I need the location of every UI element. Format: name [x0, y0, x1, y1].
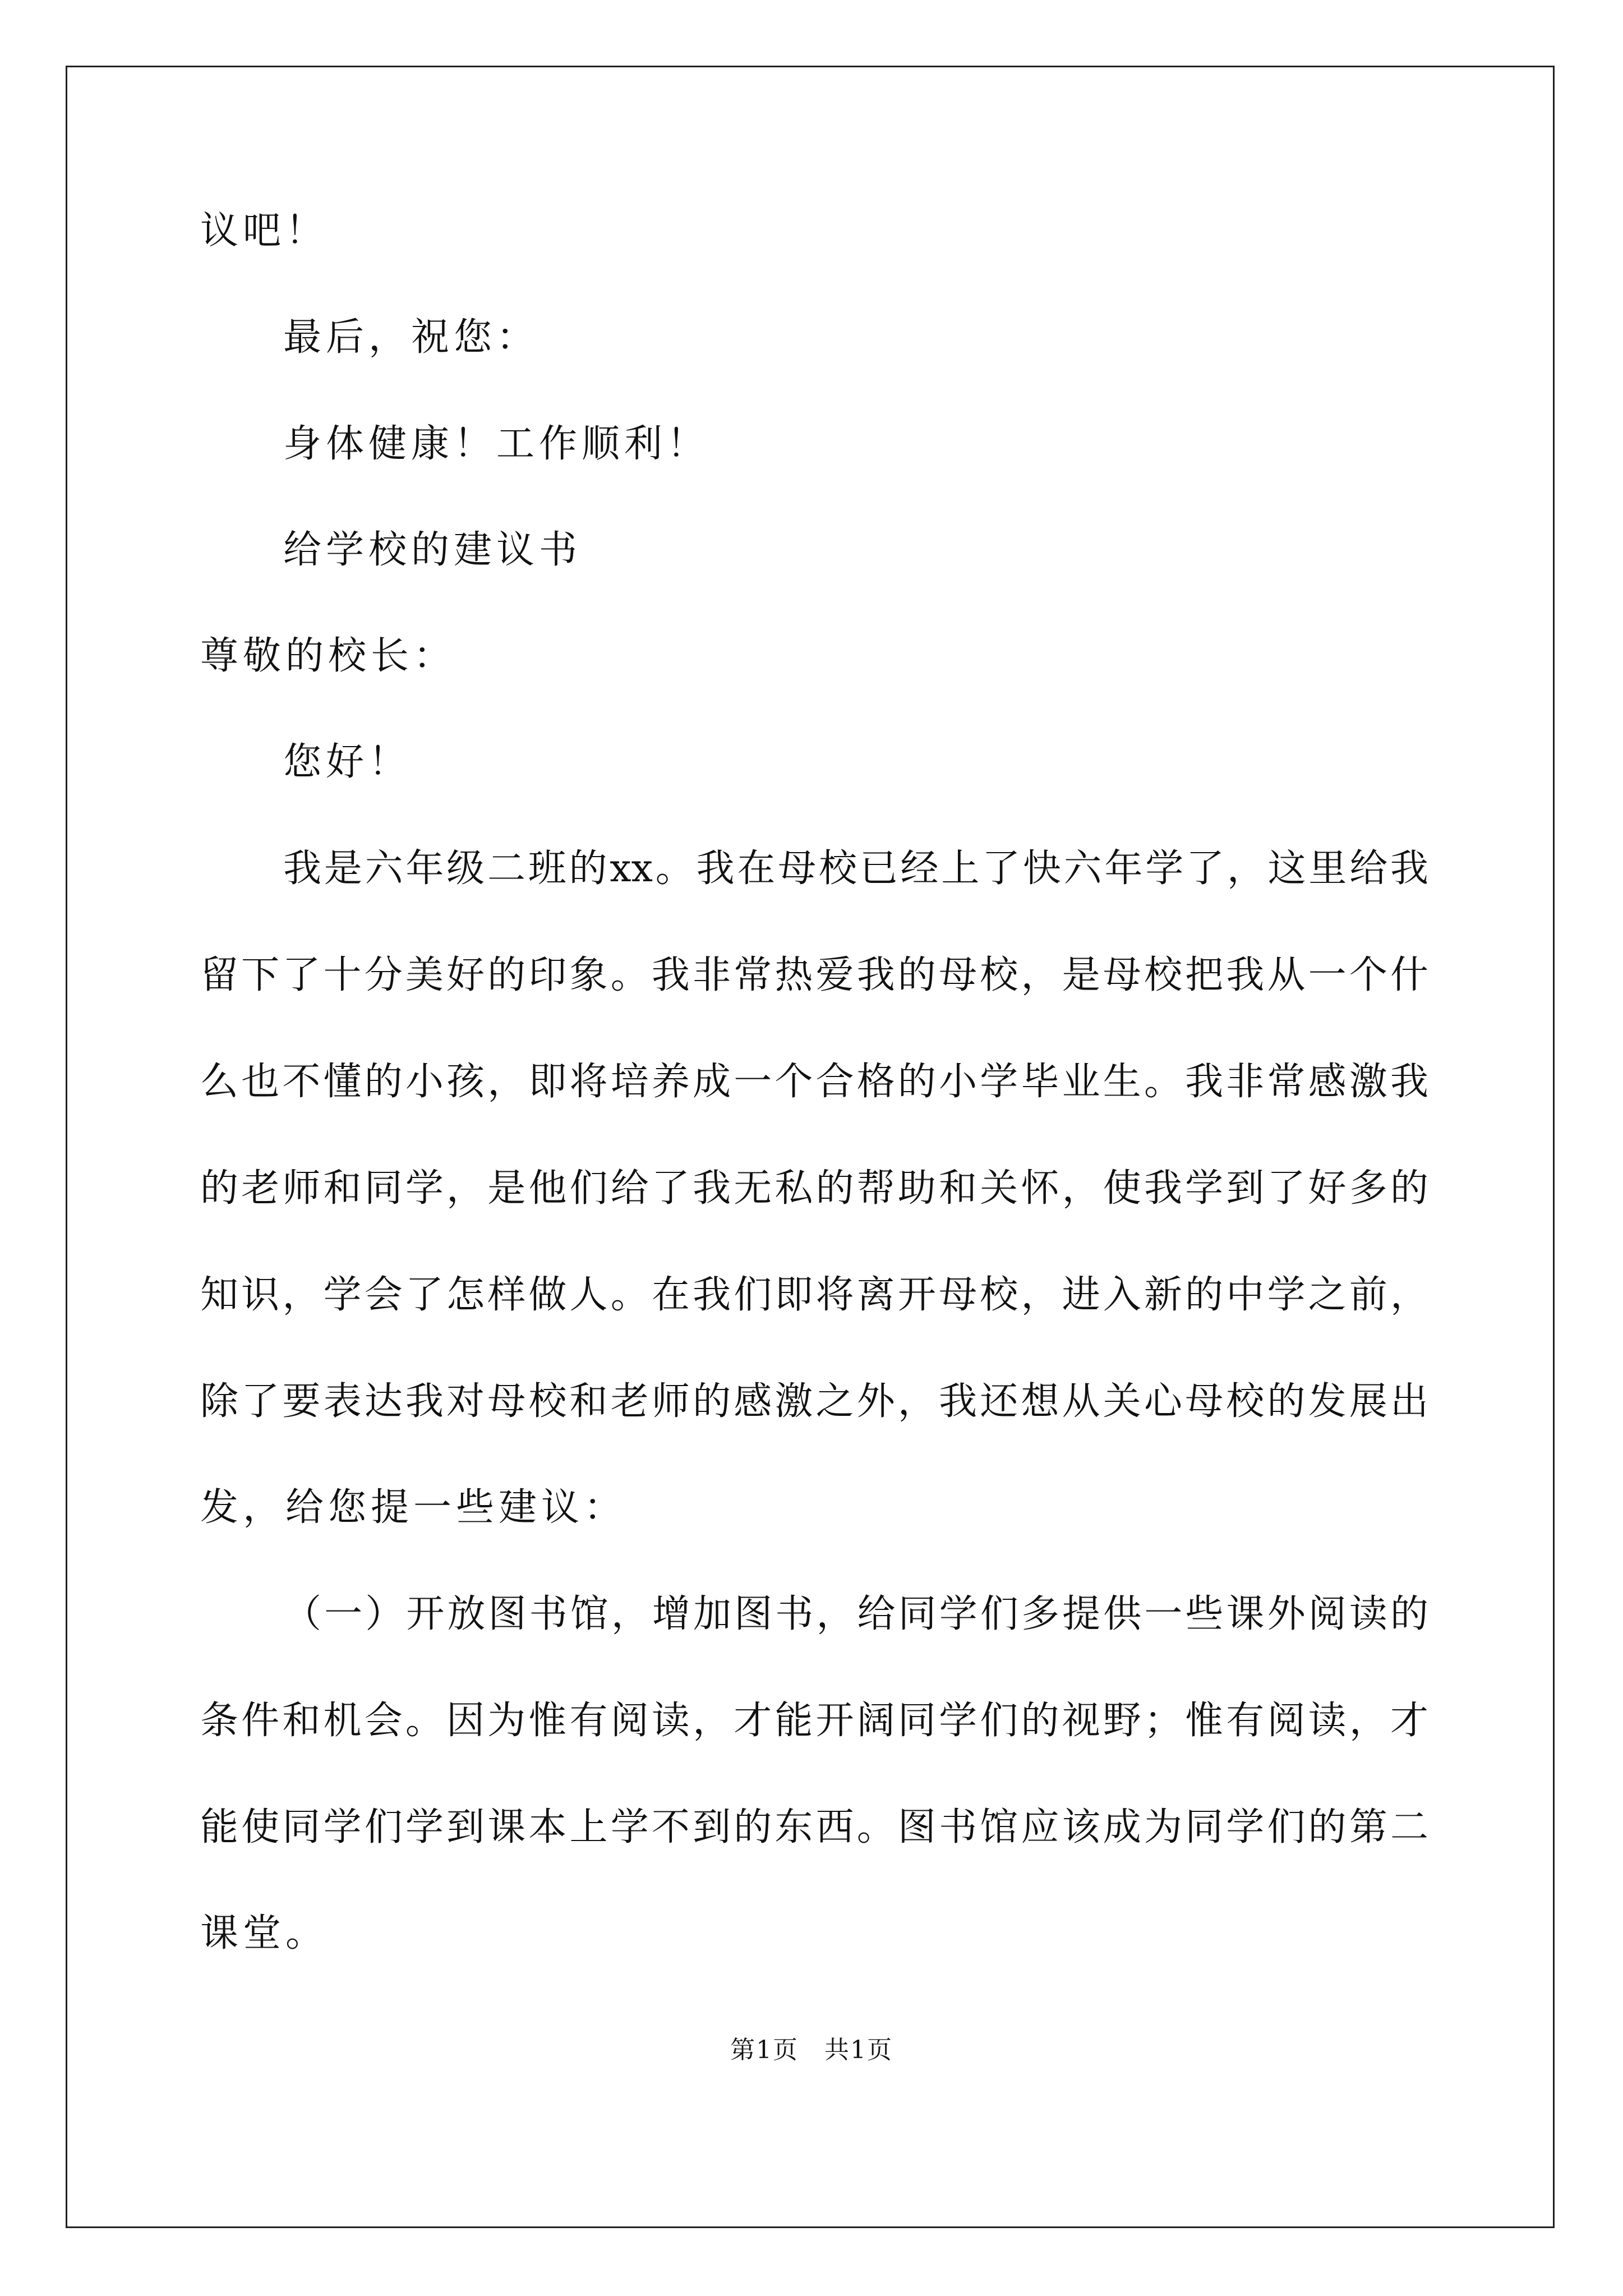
page-border: [66, 66, 1555, 2228]
letter-title: 给学校的建议书: [283, 528, 582, 572]
paragraph-line: 课堂。: [200, 1911, 329, 1955]
paragraph-line: 我是六年级二班的xx。我在母校已经上了快六年学了，这里给我: [283, 846, 1428, 891]
text-line-wishes: 身体健康！工作顺利！: [283, 422, 710, 466]
text-line-suggestion-end: 议吧！: [200, 209, 329, 253]
text-line-closing: 最后，祝您：: [283, 315, 540, 360]
paragraph-line: 知识，学会了怎样做人。在我们即将离开母校，进入新的中学之前，: [200, 1273, 1428, 1317]
paragraph-line: 留下了十分美好的印象。我非常热爱我的母校，是母校把我从一个什: [200, 953, 1428, 997]
paragraph-line: 的老师和同学，是他们给了我无私的帮助和关怀，使我学到了好多的: [200, 1166, 1428, 1211]
paragraph-line: 么也不懂的小孩，即将培养成一个合格的小学毕业生。我非常感激我: [200, 1060, 1428, 1104]
paragraph-line: 除了要表达我对母校和老师的感激之外，我还想从关心母校的发展出: [200, 1379, 1428, 1424]
greeting: 您好！: [283, 740, 412, 784]
paragraph-line: 能使同学们学到课本上学不到的东西。图书馆应该成为同学们的第二: [200, 1805, 1428, 1849]
page-footer: 第1页 共1页: [730, 2036, 893, 2064]
paragraph-line: 发，给您提一些建议：: [200, 1485, 627, 1530]
paragraph-line: （一）开放图书馆，增加图书，给同学们多提供一些课外阅读的: [283, 1592, 1428, 1636]
salutation: 尊敬的校长：: [200, 634, 457, 678]
paragraph-line: 条件和机会。因为惟有阅读，才能开阔同学们的视野；惟有阅读，才: [200, 1699, 1428, 1743]
